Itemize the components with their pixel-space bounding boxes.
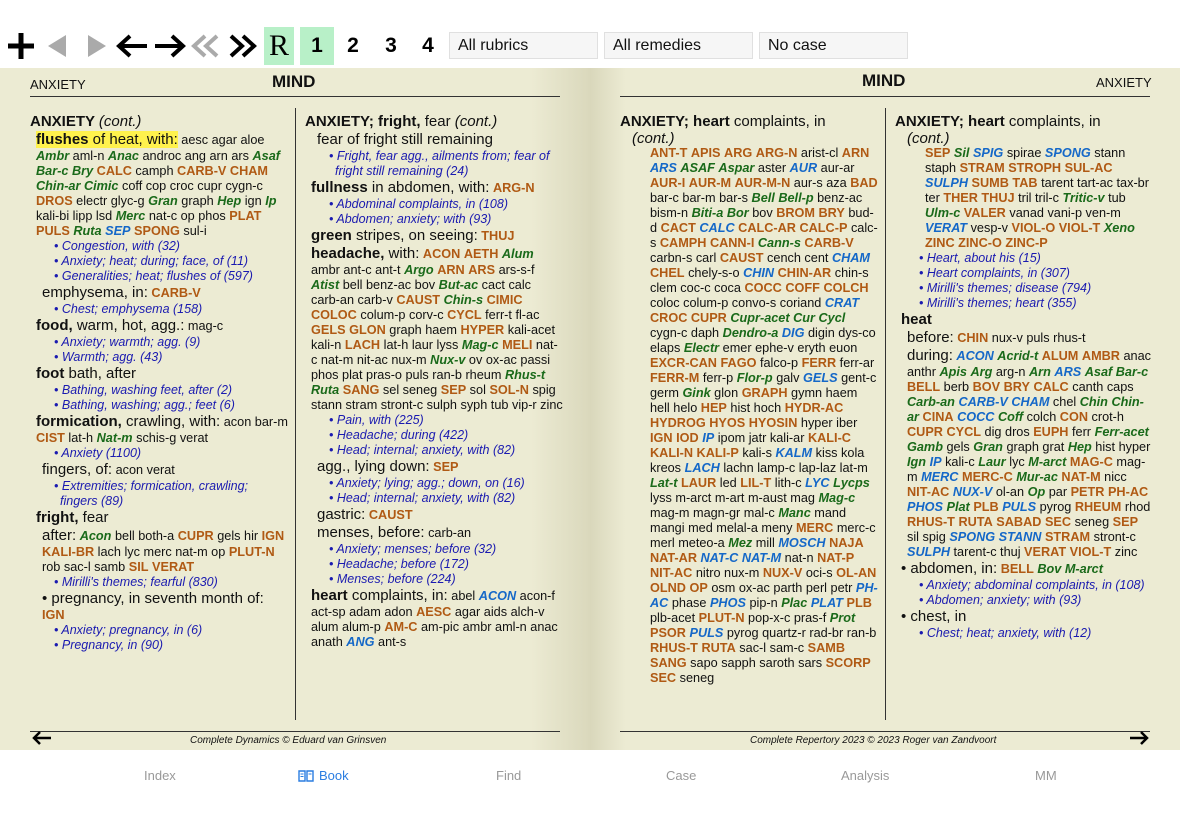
right-column-divider	[885, 108, 886, 720]
tab-find[interactable]: Find	[496, 768, 522, 783]
remedies-filter-select[interactable]: All remedies	[604, 32, 753, 59]
tab-book[interactable]	[298, 768, 349, 783]
book-icon	[298, 770, 314, 782]
left-column-divider	[295, 108, 296, 720]
right-page-footer: Complete Repertory 2023 © 2023 Roger van Zandvoort	[750, 735, 997, 746]
left-page-header-chapter: ANXIETY	[30, 77, 86, 92]
right-page-title: MIND	[862, 71, 906, 90]
tab-analysis[interactable]: Analysis	[841, 768, 890, 783]
right-page-column-1[interactable]: ANXIETY; heart complaints, in (cont.) ANT-T APIS ARG ARG-N arist-cl ARN ARS ASAF Aspar aster AUR aur-ar AUR-I AUR-M AUR-M-N aur-s aza BAD bar-c bar-m bar-s Bell Bell-p benz-ac bism-n Biti-a Bor bov BROM BRY bud-d CACT CALC CALC-AR CALC-P calc-s CAMPH CANN-I Cann-s CARB-V carbn-s carl CAUST cench cent CHAM CHEL chely-s-o CHIN CHIN-AR chin-s clem coc-c coca COCC COFF COLCH coloc colum-p convo-s coriand CRAT CROC CUPR Cupr-acet Cur Cycl cygn-c daph Dendro-a DIG digin dys-co elaps Electr emer ephe-v eryth euon EXCR-CAN FAGO falco-p FERR ferr-ar FERR-M ferr-p Flor-p galv GELS gent-c germ Gink glon GRAPH gymn haem hell helo HEP hist hoch HYDR-AC HYDROG HYOS HYOSIN hyper iber IGN IOD IP ipom jatr kali-ar KALI-C KALI-N KALI-P kali-s KALM kiss kola kreos LACH lachn lamp-c lap-laz lat-m Lat-t LAUR led LIL-T lith-c LYC Lycps lyss m-arct m-art m-aust mag Mag-c mag-m magn-gr mal-c Manc mand mangi med melal-a meny MERC merc-c merl meteo-a Mez mill MOSCH NAJA NAT-AR NAT-C NAT-M nat-n NAT-P NIT-AC nitro nux-m NUX-V oci-s OL-AN OLND OP osm ox-ac parth perl petr PH-AC phase PHOS pip-n Plac PLAT PLB plb-acet PLUT-N pop-x-c pras-f Prot PSOR PULS pyrog quartz-r rad-br ran-b RHUS-T RUTA sac-l sam-c SAMB SANG sapo sapph saroth sars SCORP SEC seneg	[620, 113, 878, 685]
left-header-rule	[30, 96, 560, 97]
right-page	[590, 68, 1180, 750]
level-4-button[interactable]: 4	[422, 34, 434, 57]
right-page-column-2[interactable]: ANXIETY; heart complaints, in (cont.) SEP Sil SPIG spirae SPONG stann staph STRAM STROPH SUL-AC SULPH SUMB TAB tarent tart-ac tax-br ter THER THUJ tril tril-c Tritic-v tub Ulm-c VALER vanad vani-p ven-m VERAT vesp-v VIOL-O VIOL-T Xeno ZINC ZINC-O ZINC-P • Heart, about his (15) • Heart complaints, in (307) • Mirilli's themes; disease (794) • Mirilli's themes; heart (355) heat before: CHIN nux-v puls rhus-t during: ACON Acrid-t ALUM AMBR anac anthr Apis Arg arg-n Arn ARS Asaf Bar-c BELL berb BOV BRY CALC canth caps Carb-an CARB-V CHAM chel Chin Chin-ar CINA COCC Coff colch CON crot-h CUPR CYCL dig dros EUPH ferr Ferr-acet Gamb gels Gran graph grat Hep hist hyper Ign IP kali-c Laur lyc M-arct MAG-C mag-m MERC MERC-C Mur-ac NAT-M nicc NIT-AC NUX-V ol-an Op par PETR PH-AC PHOS Plat PLB PULS pyrog RHEUM rhod RHUS-T RUTA SABAD SEC seneg SEP sil spig SPONG STANN STRAM stront-c SULPH tarent-c thuj VERAT VIOL-T zinc • abdomen, in: BELL Bov M-arct • Anxiety; abdominal complaints, in (108) • Abdomen; anxiety; with (93) • chest, in • Chest; heat; anxiety, with (12)	[895, 112, 1153, 724]
right-footer-rule	[620, 731, 1150, 732]
fast-forward-icon[interactable]	[224, 27, 262, 65]
rubrics-filter-select[interactable]: All rubrics	[449, 32, 598, 59]
level-1-button[interactable]: 1	[300, 27, 334, 65]
tab-mm[interactable]: MM	[1035, 768, 1057, 783]
toolbar	[0, 27, 1180, 65]
add-icon[interactable]	[4, 27, 38, 65]
right-header-rule	[620, 96, 1150, 97]
forward-disabled-icon[interactable]	[80, 27, 114, 65]
level-3-button[interactable]: 3	[385, 34, 397, 57]
previous-page-icon[interactable]	[32, 731, 52, 750]
level-2-button[interactable]: 2	[347, 34, 359, 57]
arrow-right-icon[interactable]	[152, 27, 188, 65]
tab-book-label: Book	[319, 768, 349, 783]
left-page-column-2[interactable]: ANXIETY; fright, fear (cont.) fear of fright still remaining • Fright, fear agg., ailments from; fear of fright still remaining (24) fullness in abdomen, with: ARG-N • Abdominal complaints, in (108) • Abdomen; anxiety; with (93) green stripes, on seeing: THUJ headache, with: ACON AETH Alum ambr ant-c ant-t Argo ARN ARS ars-s-f Atist bell benz-ac bov But-ac cact calc carb-an carb-v CAUST Chin-s CIMIC COLOC colum-p corv-c CYCL ferr-t fl-ac GELS GLON graph haem HYPER kali-acet kali-n LACH lat-h laur lyss Mag-c MELI nat-c nat-m nit-ac nux-m Nux-v ov ox-ac passi phos plat pras-o puls ran-b rheum Rhus-t Ruta SANG sel seneg SEP sol SOL-N spig stann stram stront-c sulph syph tub vip-r zinc • Pain, with (225) • Headache; during (422) • Head; internal; anxiety, with (82) agg., lying down: SEP • Anxiety; lying; agg.; down, on (16) • Head; internal; anxiety, with (82) gastric: CAUST menses, before: carb-an • Anxiety; menses; before (32) • Headache; before (172) • Menses; before (224) heart complaints, in: abel ACON acon-f act-sp adam adon AESC agar aids alch-v alum alum-p AM-C am-pic ambr aml-n anac anath ANG ant-s	[305, 112, 563, 724]
tab-case[interactable]: Case	[666, 768, 697, 783]
remedy-r-button[interactable]: R	[264, 27, 294, 65]
left-page-column-1[interactable]: ANXIETY (cont.) flushes of heat, with: aesc agar aloe Ambr aml-n Anac androc ang arn ars Asaf Bar-c Bry CALC camph CARB-V CHAM Chin-ar Cimic coff cop croc cupr cygn-c DROS electr glyc-g Gran graph Hep ign Ip kali-bi lipp lsd Merc nat-c op phos PLAT PULS Ruta SEP SPONG sul-i • Congestion, with (32) • Anxiety; heat; during; face, of (11) • Generalities; heat; flushes of (597) emphysema, in: CARB-V • Chest; emphysema (158) food, warm, hot, agg.: mag-c • Anxiety; warmth; agg. (9) • Warmth; agg. (43) foot bath, after • Bathing, washing feet, after (2) • Bathing, washing; agg.; feet (6) formication, crawling, with: acon bar-m CIST lat-h Nat-m schis-g verat • Anxiety (1100) fingers, of: acon verat • Extremities; formication, crawling; fingers (89) fright, fear after: Acon bell both-a CUPR gels hir IGN KALI-BR lach lyc merc nat-m op PLUT-N rob sac-l samb SIL VERAT • Mirilli's themes; fearful (830) • pregnancy, in seventh month of: IGN • Anxiety; pregnancy, in (6) • Pregnancy, in (90)	[30, 112, 288, 724]
case-select[interactable]: No case	[759, 32, 908, 59]
next-page-icon[interactable]	[1129, 731, 1149, 750]
left-page-title: MIND	[272, 72, 316, 91]
right-page-header-chapter: ANXIETY	[1096, 75, 1152, 90]
left-footer-rule	[30, 731, 560, 732]
arrow-left-icon[interactable]	[114, 27, 150, 65]
back-disabled-icon[interactable]	[40, 27, 74, 65]
tab-index[interactable]: Index	[144, 768, 176, 783]
bottom-tab-bar	[0, 750, 1180, 820]
book-pages	[0, 68, 1180, 750]
fast-back-disabled-icon[interactable]	[188, 27, 224, 65]
left-page	[0, 68, 590, 750]
left-page-footer: Complete Dynamics © Eduard van Grinsven	[190, 735, 387, 746]
